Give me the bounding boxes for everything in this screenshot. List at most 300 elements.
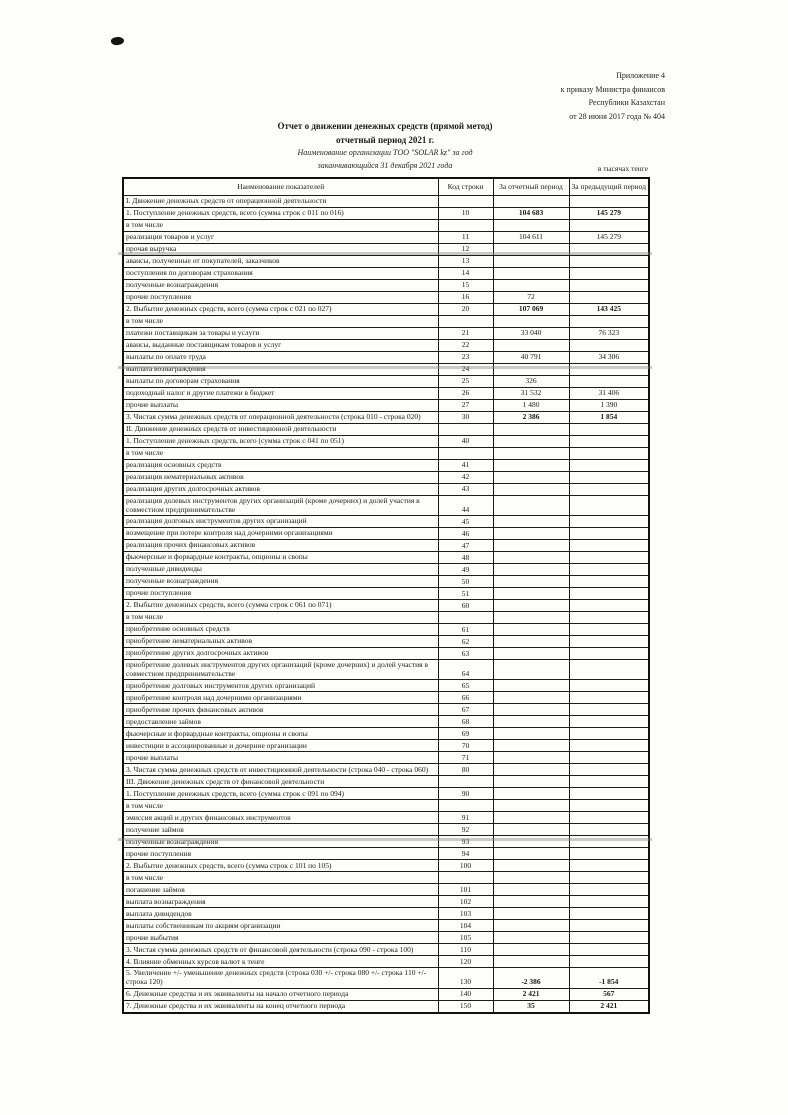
appendix-block xyxy=(561,69,665,123)
table-row xyxy=(123,552,649,564)
cell-prev xyxy=(569,472,649,484)
cell-prev: -1 854 xyxy=(569,968,649,988)
cell-label: приобретение долевых инструментов других организаций (кроме дочерних) и долей участия в совместном предпринимательстве xyxy=(123,660,438,680)
cell-prev xyxy=(569,848,649,860)
table-row xyxy=(123,528,649,540)
cell-code: 50 xyxy=(438,576,493,588)
table-row xyxy=(123,776,649,788)
cell-cur xyxy=(493,788,569,800)
cell-label: приобретение долговых инструментов других организаций xyxy=(123,680,438,692)
table-row xyxy=(123,988,649,1000)
table-row xyxy=(123,588,649,600)
cell-label: реализация долговых инструментов других организаций xyxy=(123,516,438,528)
report-title: Отчет о движении денежных средств (прямой метод) xyxy=(277,121,493,131)
appendix-line: от 28 июня 2017 года № 404 xyxy=(569,111,665,121)
cell-label: выплаты по оплате труда xyxy=(123,352,438,364)
cell-cur xyxy=(493,872,569,884)
cell-prev xyxy=(569,884,649,896)
cell-code: 27 xyxy=(438,400,493,412)
cell-code: 42 xyxy=(438,472,493,484)
cell-label: 5. Увеличение +/- уменьшение денежных средств (строка 030 +/- строка 080 +/- строка 110 +/- строка 120) xyxy=(123,968,438,988)
cell-code: 44 xyxy=(438,496,493,516)
cell-cur: 31 532 xyxy=(493,388,569,400)
cell-prev xyxy=(569,612,649,624)
cell-prev xyxy=(569,528,649,540)
cell-cur: 1 480 xyxy=(493,400,569,412)
table-row xyxy=(123,340,649,352)
table-row xyxy=(123,328,649,340)
cell-prev xyxy=(569,292,649,304)
cell-cur: 35 xyxy=(493,1000,569,1013)
cell-prev xyxy=(569,956,649,968)
cell-prev xyxy=(569,552,649,564)
cell-prev xyxy=(569,600,649,612)
cell-code: 40 xyxy=(438,436,493,448)
cell-prev: 34 306 xyxy=(569,352,649,364)
cell-code: 22 xyxy=(438,340,493,352)
cell-label: в том числе xyxy=(123,316,438,328)
table-row xyxy=(123,412,649,424)
cell-cur xyxy=(493,196,569,208)
cell-code: 25 xyxy=(438,376,493,388)
table-row xyxy=(123,896,649,908)
cell-cur xyxy=(493,824,569,836)
table-row xyxy=(123,704,649,716)
cell-prev: 145 279 xyxy=(569,208,649,220)
cell-prev xyxy=(569,860,649,872)
cell-code: 101 xyxy=(438,884,493,896)
cell-cur xyxy=(493,860,569,872)
cell-prev xyxy=(569,944,649,956)
cell-cur xyxy=(493,436,569,448)
col-header-line-code: Код строки xyxy=(438,178,493,196)
table-row xyxy=(123,460,649,472)
cell-code: 64 xyxy=(438,660,493,680)
cell-code: 23 xyxy=(438,352,493,364)
cell-code: 104 xyxy=(438,920,493,932)
cell-cur xyxy=(493,256,569,268)
table-row xyxy=(123,680,649,692)
cell-code: 61 xyxy=(438,624,493,636)
cell-code xyxy=(438,220,493,232)
cell-cur xyxy=(493,484,569,496)
cell-label: полученные вознаграждения xyxy=(123,576,438,588)
cell-code: 30 xyxy=(438,412,493,424)
scan-streak xyxy=(118,252,652,255)
cell-code: 130 xyxy=(438,968,493,988)
cell-cur xyxy=(493,424,569,436)
cell-code: 14 xyxy=(438,268,493,280)
table-row xyxy=(123,944,649,956)
table-row xyxy=(123,660,649,680)
cell-code xyxy=(438,612,493,624)
cell-label: реализация основных средств xyxy=(123,460,438,472)
cell-code xyxy=(438,776,493,788)
cell-cur: 104 683 xyxy=(493,208,569,220)
cell-code: 41 xyxy=(438,460,493,472)
cell-prev xyxy=(569,196,649,208)
cell-label: полученные вознаграждения xyxy=(123,280,438,292)
cell-cur xyxy=(493,564,569,576)
cell-cur xyxy=(493,636,569,648)
cell-code xyxy=(438,800,493,812)
cell-prev xyxy=(569,460,649,472)
cell-label: 7. Денежные средства и их эквиваленты на конец отчетного периода xyxy=(123,1000,438,1013)
cell-code xyxy=(438,196,493,208)
cell-cur xyxy=(493,280,569,292)
cell-cur xyxy=(493,588,569,600)
cell-code xyxy=(438,448,493,460)
table-row xyxy=(123,692,649,704)
cell-label: прочие поступления xyxy=(123,292,438,304)
cell-label: предоставление займов xyxy=(123,716,438,728)
cell-label: авансы, выданные поставщикам товаров и услуг xyxy=(123,340,438,352)
cell-label: реализация прочих финансовых активов xyxy=(123,540,438,552)
cell-label: 3. Чистая сумма денежных средств от операционной деятельности (строка 010 - строка 020) xyxy=(123,412,438,424)
col-header-previous-period: За предыдущий период xyxy=(569,178,649,196)
cell-code: 63 xyxy=(438,648,493,660)
scan-streak xyxy=(118,838,652,841)
table-row xyxy=(123,576,649,588)
appendix-line: Приложение 4 xyxy=(616,71,665,80)
cell-prev: 567 xyxy=(569,988,649,1000)
cell-prev xyxy=(569,788,649,800)
cell-prev xyxy=(569,516,649,528)
cell-prev xyxy=(569,576,649,588)
cell-cur: 104 611 xyxy=(493,232,569,244)
cell-code: 68 xyxy=(438,716,493,728)
table-row xyxy=(123,1000,649,1013)
cell-prev xyxy=(569,872,649,884)
table-row xyxy=(123,932,649,944)
table-row xyxy=(123,812,649,824)
cell-code xyxy=(438,872,493,884)
cell-label: выплата вознаграждения xyxy=(123,896,438,908)
cell-cur xyxy=(493,496,569,516)
cell-label: платежи поставщикам за товары и услуги xyxy=(123,328,438,340)
cell-prev xyxy=(569,800,649,812)
table-row xyxy=(123,472,649,484)
cell-code: 91 xyxy=(438,812,493,824)
cell-code: 120 xyxy=(438,956,493,968)
cell-cur xyxy=(493,612,569,624)
appendix-line: к приказу Министра финансов xyxy=(560,84,665,94)
cell-prev xyxy=(569,776,649,788)
cell-cur xyxy=(493,692,569,704)
cell-label: приобретение контроля над дочерними организациями xyxy=(123,692,438,704)
cell-cur xyxy=(493,908,569,920)
cell-prev xyxy=(569,316,649,328)
table-row xyxy=(123,600,649,612)
table-row xyxy=(123,636,649,648)
table-header-row xyxy=(123,178,649,196)
cell-code: 65 xyxy=(438,680,493,692)
cell-cur xyxy=(493,704,569,716)
cell-code: 67 xyxy=(438,704,493,716)
cell-cur xyxy=(493,552,569,564)
cell-cur xyxy=(493,932,569,944)
cell-prev xyxy=(569,564,649,576)
cell-prev xyxy=(569,824,649,836)
cell-cur xyxy=(493,624,569,636)
cell-label: 1. Поступление денежных средств, всего (сумма строк с 041 по 051) xyxy=(123,436,438,448)
cell-code: 105 xyxy=(438,932,493,944)
table-row xyxy=(123,540,649,552)
cell-cur xyxy=(493,648,569,660)
cell-code: 12 xyxy=(438,244,493,256)
table-row xyxy=(123,824,649,836)
cell-prev xyxy=(569,680,649,692)
table-row xyxy=(123,848,649,860)
cell-cur xyxy=(493,600,569,612)
cell-label: III. Движение денежных средств от финансовой деятельности xyxy=(123,776,438,788)
cell-prev xyxy=(569,424,649,436)
cell-prev xyxy=(569,280,649,292)
cell-prev xyxy=(569,436,649,448)
cell-prev xyxy=(569,540,649,552)
table-row xyxy=(123,424,649,436)
cell-prev: 76 323 xyxy=(569,328,649,340)
table-row xyxy=(123,872,649,884)
cell-cur: 33 040 xyxy=(493,328,569,340)
cell-label: реализация нематериальных активов xyxy=(123,472,438,484)
table-row xyxy=(123,612,649,624)
cell-cur xyxy=(493,812,569,824)
cell-cur: 40 791 xyxy=(493,352,569,364)
cell-cur xyxy=(493,896,569,908)
cell-label: получение займов xyxy=(123,824,438,836)
cell-prev xyxy=(569,220,649,232)
cell-label: поступления по договорам страхования xyxy=(123,268,438,280)
cell-code: 47 xyxy=(438,540,493,552)
table-row xyxy=(123,740,649,752)
table-row xyxy=(123,624,649,636)
cell-code: 24 xyxy=(438,364,493,376)
cell-label: прочие поступления xyxy=(123,848,438,860)
cell-prev xyxy=(569,340,649,352)
table-row xyxy=(123,788,649,800)
table-row xyxy=(123,728,649,740)
cell-code: 92 xyxy=(438,824,493,836)
cell-code: 49 xyxy=(438,564,493,576)
cell-code: 80 xyxy=(438,764,493,776)
table-row xyxy=(123,920,649,932)
cell-label: 3. Чистая сумма денежных средств от финансовой деятельности (строка 090 - строка 100) xyxy=(123,944,438,956)
cell-code: 48 xyxy=(438,552,493,564)
table-row xyxy=(123,884,649,896)
table-row xyxy=(123,376,649,388)
organization-line: Наименование организации ТОО "SOLAR kz" за год xyxy=(297,148,473,157)
cell-cur xyxy=(493,944,569,956)
cell-code: 13 xyxy=(438,256,493,268)
cell-prev xyxy=(569,896,649,908)
cell-label: приобретение нематериальных активов xyxy=(123,636,438,648)
appendix-line: Республики Казахстан xyxy=(588,98,665,107)
cell-cur: -2 386 xyxy=(493,968,569,988)
cell-label: эмиссия акций и других финансовых инструментов xyxy=(123,812,438,824)
cell-cur xyxy=(493,752,569,764)
table-row xyxy=(123,496,649,516)
cell-code: 21 xyxy=(438,328,493,340)
col-header-indicator: Наименование показателей xyxy=(123,178,438,196)
cell-code: 60 xyxy=(438,600,493,612)
cell-label: прочие выбытия xyxy=(123,932,438,944)
cell-code: 10 xyxy=(438,208,493,220)
cell-code: 11 xyxy=(438,232,493,244)
cell-code: 16 xyxy=(438,292,493,304)
cell-code: 62 xyxy=(438,636,493,648)
cell-cur xyxy=(493,848,569,860)
table-row xyxy=(123,516,649,528)
table-row xyxy=(123,716,649,728)
cell-label: выплата вознаграждения xyxy=(123,364,438,376)
cell-label: приобретение других долгосрочных активов xyxy=(123,648,438,660)
cell-label: фьючерсные и форвардные контракты, опционы и свопы xyxy=(123,728,438,740)
table-row xyxy=(123,908,649,920)
table-row xyxy=(123,316,649,328)
cell-label: возмещение при потере контроля над дочерними организациями xyxy=(123,528,438,540)
cell-prev xyxy=(569,716,649,728)
cell-label: в том числе xyxy=(123,872,438,884)
cell-prev: 1 854 xyxy=(569,412,649,424)
table-row xyxy=(123,388,649,400)
cell-label: 3. Чистая сумма денежных средств от инвестиционной деятельности (строка 040 - строка 060) xyxy=(123,764,438,776)
cell-cur: 2 386 xyxy=(493,412,569,424)
cell-code: 103 xyxy=(438,908,493,920)
cell-label: 2. Выбытие денежных средств, всего (сумма строк с 061 по 071) xyxy=(123,600,438,612)
cell-label: 1. Поступление денежных средств, всего (сумма строк с 011 по 016) xyxy=(123,208,438,220)
cell-prev: 2 421 xyxy=(569,1000,649,1013)
cell-label: 4. Влияние обменных курсов валют к тенге xyxy=(123,956,438,968)
table-row xyxy=(123,436,649,448)
cell-label: полученные дивиденды xyxy=(123,564,438,576)
cell-label: II. Движение денежных средств от инвестиционной деятельности xyxy=(123,424,438,436)
cell-cur xyxy=(493,220,569,232)
cell-cur xyxy=(493,660,569,680)
scan-ink-mark xyxy=(111,36,125,46)
cell-cur xyxy=(493,472,569,484)
cell-label: авансы, полученные от покупателей, заказчиков xyxy=(123,256,438,268)
table-row xyxy=(123,220,649,232)
cell-code: 71 xyxy=(438,752,493,764)
cell-cur xyxy=(493,740,569,752)
cell-prev: 31 406 xyxy=(569,388,649,400)
cell-code: 20 xyxy=(438,304,493,316)
cell-cur xyxy=(493,340,569,352)
cell-code: 46 xyxy=(438,528,493,540)
cell-code: 66 xyxy=(438,692,493,704)
table-row xyxy=(123,484,649,496)
table-row xyxy=(123,232,649,244)
cell-cur xyxy=(493,764,569,776)
table-row xyxy=(123,800,649,812)
cell-prev xyxy=(569,448,649,460)
cell-code: 150 xyxy=(438,1000,493,1013)
cell-prev xyxy=(569,704,649,716)
cell-cur xyxy=(493,460,569,472)
cell-cur xyxy=(493,540,569,552)
table-row xyxy=(123,256,649,268)
cell-label: выплата дивидендов xyxy=(123,908,438,920)
cell-cur: 107 069 xyxy=(493,304,569,316)
cell-prev xyxy=(569,752,649,764)
table-row xyxy=(123,292,649,304)
period-end-line: заканчивающийся 31 декабря 2021 года xyxy=(317,160,453,170)
cell-cur xyxy=(493,316,569,328)
cell-prev xyxy=(569,764,649,776)
units-note: в тысячах тенге xyxy=(597,164,648,173)
cell-cur xyxy=(493,448,569,460)
cell-prev xyxy=(569,268,649,280)
cell-label: выплаты собственникам по акциям организации xyxy=(123,920,438,932)
cash-flow-table xyxy=(122,177,650,1014)
cell-cur xyxy=(493,680,569,692)
cell-prev xyxy=(569,624,649,636)
cell-code: 93 xyxy=(438,836,493,848)
table-row xyxy=(123,648,649,660)
cell-prev xyxy=(569,740,649,752)
cell-code: 110 xyxy=(438,944,493,956)
cell-cur xyxy=(493,716,569,728)
cell-label: 1. Поступление денежных средств, всего (сумма строк с 091 по 094) xyxy=(123,788,438,800)
cell-code: 43 xyxy=(438,484,493,496)
cell-label: 6. Денежные средства и их эквиваленты на начало отчетного периода xyxy=(123,988,438,1000)
cell-code: 69 xyxy=(438,728,493,740)
cell-code: 70 xyxy=(438,740,493,752)
cell-prev xyxy=(569,648,649,660)
col-header-current-period: За отчетный период xyxy=(493,178,569,196)
cell-cur xyxy=(493,800,569,812)
cell-code: 90 xyxy=(438,788,493,800)
cell-code: 26 xyxy=(438,388,493,400)
cell-label: приобретение прочих финансовых активов xyxy=(123,704,438,716)
cell-label: в том числе xyxy=(123,612,438,624)
cell-label: 2. Выбытие денежных средств, всего (сумма строк с 101 по 105) xyxy=(123,860,438,872)
cell-code: 102 xyxy=(438,896,493,908)
table-body xyxy=(123,196,649,1013)
cell-label: прочая выручка xyxy=(123,244,438,256)
table-row xyxy=(123,564,649,576)
cell-label: инвестиции в ассоциированные и дочерние организации xyxy=(123,740,438,752)
scan-streak xyxy=(118,366,652,369)
cell-prev xyxy=(569,484,649,496)
table-row xyxy=(123,304,649,316)
cell-label: прочие поступления xyxy=(123,588,438,600)
cell-label: приобретение основных средств xyxy=(123,624,438,636)
cell-label: в том числе xyxy=(123,800,438,812)
cell-label: реализация других долгосрочных активов xyxy=(123,484,438,496)
cell-prev xyxy=(569,932,649,944)
table-row xyxy=(123,448,649,460)
cell-label: в том числе xyxy=(123,448,438,460)
cell-cur xyxy=(493,576,569,588)
cell-prev: 1 390 xyxy=(569,400,649,412)
cell-code: 100 xyxy=(438,860,493,872)
cell-prev xyxy=(569,692,649,704)
table-row xyxy=(123,956,649,968)
cell-label: 2. Выбытие денежных средств, всего (сумма строк с 021 по 027) xyxy=(123,304,438,316)
cell-code: 94 xyxy=(438,848,493,860)
cell-label: погашение займов xyxy=(123,884,438,896)
table-row xyxy=(123,208,649,220)
table-row xyxy=(123,968,649,988)
cell-cur: 326 xyxy=(493,376,569,388)
cell-prev xyxy=(569,376,649,388)
cell-code: 15 xyxy=(438,280,493,292)
cell-cur: 2 421 xyxy=(493,988,569,1000)
cell-prev xyxy=(569,636,649,648)
cell-code: 140 xyxy=(438,988,493,1000)
